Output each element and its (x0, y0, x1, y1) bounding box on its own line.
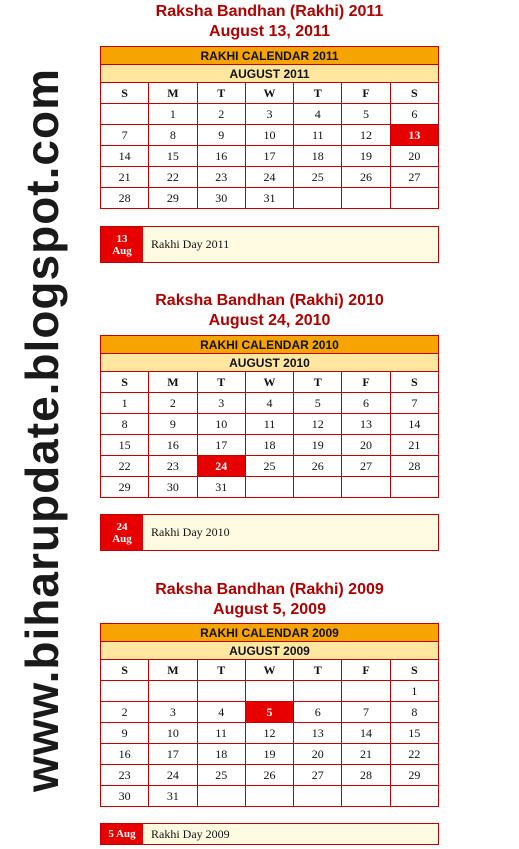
calendar-header: RAKHI CALENDAR 2010 (101, 336, 439, 354)
day-cell: 31 (149, 786, 197, 807)
week-row (101, 723, 439, 744)
day-cell: 23 (149, 456, 197, 477)
day-cell: 8 (101, 414, 149, 435)
day-cell: 15 (101, 435, 149, 456)
day-cell: 2 (149, 393, 197, 414)
calendar-block (100, 46, 439, 209)
day-cell: 23 (197, 167, 245, 188)
day-cell (390, 188, 438, 209)
day-cell: 6 (294, 702, 342, 723)
day-cell: 31 (245, 188, 293, 209)
day-cell: 5 (294, 393, 342, 414)
weekday-header: T (294, 83, 342, 104)
calendar-title-line2: August 5, 2009 (213, 601, 326, 618)
day-cell (342, 188, 390, 209)
calendar-header: RAKHI CALENDAR 2009 (101, 624, 439, 642)
event-name: Rakhi Day 2010 (151, 525, 230, 539)
day-cell: 29 (101, 477, 149, 498)
day-cell: 14 (390, 414, 438, 435)
weekday-header: T (294, 372, 342, 393)
day-cell (342, 681, 390, 702)
weekday-header: F (342, 372, 390, 393)
event-date-badge (101, 824, 143, 844)
day-cell: 26 (294, 456, 342, 477)
weekday-header: T (197, 372, 245, 393)
day-cell: 7 (101, 125, 149, 146)
day-cell: 25 (197, 765, 245, 786)
day-cell: 7 (390, 393, 438, 414)
day-cell (294, 786, 342, 807)
day-cell: 28 (390, 456, 438, 477)
day-cell: 21 (342, 744, 390, 765)
day-cell: 20 (294, 744, 342, 765)
week-row (101, 744, 439, 765)
day-cell: 24 (149, 765, 197, 786)
event-date-day: 5 Aug (108, 828, 136, 840)
day-cell: 31 (197, 477, 245, 498)
day-cell: 16 (101, 744, 149, 765)
event-date-day: 24 (116, 520, 128, 533)
week-row (101, 125, 439, 146)
day-cell (245, 477, 293, 498)
event-date-day: 13 (116, 232, 128, 245)
day-cell: 28 (342, 765, 390, 786)
day-cell: 20 (390, 146, 438, 167)
day-cell (342, 786, 390, 807)
day-cell: 1 (101, 393, 149, 414)
event-row-wrapper (100, 823, 439, 845)
day-cell: 11 (245, 414, 293, 435)
day-cell: 12 (294, 414, 342, 435)
calendar-title (100, 2, 439, 42)
weekday-header: M (149, 660, 197, 681)
event-date-month: Aug (112, 244, 132, 257)
day-cell: 9 (197, 125, 245, 146)
day-cell: 20 (342, 435, 390, 456)
event-name: Rakhi Day 2009 (151, 826, 230, 841)
day-cell: 29 (149, 188, 197, 209)
week-row (101, 393, 439, 414)
week-row (101, 477, 439, 498)
event-name: Rakhi Day 2011 (151, 237, 230, 251)
day-cell: 26 (342, 167, 390, 188)
day-cell: 1 (149, 104, 197, 125)
calendar-block (100, 335, 439, 498)
month-header: AUGUST 2011 (101, 65, 439, 83)
calendar-block (100, 623, 439, 807)
day-cell: 19 (294, 435, 342, 456)
day-cell: 21 (101, 167, 149, 188)
day-cell: 18 (294, 146, 342, 167)
calendar-title-line2: August 24, 2010 (208, 312, 331, 329)
weekday-header: S (390, 660, 438, 681)
day-cell: 7 (342, 702, 390, 723)
day-cell: 3 (149, 702, 197, 723)
day-cell: 11 (197, 723, 245, 744)
day-cell: 22 (149, 167, 197, 188)
calendar-title-line1: Raksha Bandhan (Rakhi) 2009 (155, 581, 384, 598)
highlighted-day-cell: 5 (245, 702, 293, 723)
week-row (101, 146, 439, 167)
weekday-header: T (294, 660, 342, 681)
day-cell: 2 (101, 702, 149, 723)
day-cell: 22 (390, 744, 438, 765)
day-cell: 3 (197, 393, 245, 414)
event-row (100, 226, 439, 263)
day-cell (294, 681, 342, 702)
day-cell: 27 (294, 765, 342, 786)
month-calendar-table (100, 623, 439, 807)
day-cell: 24 (245, 167, 293, 188)
calendar-title-line1: Raksha Bandhan (Rakhi) 2010 (155, 292, 384, 309)
day-cell: 16 (197, 146, 245, 167)
month-header: AUGUST 2009 (101, 642, 439, 660)
weekday-header: W (245, 372, 293, 393)
weekday-header: M (149, 372, 197, 393)
month-calendar-table (100, 335, 439, 498)
day-cell (294, 188, 342, 209)
week-row (101, 786, 439, 807)
event-row-wrapper (100, 514, 439, 551)
weekday-header: F (342, 660, 390, 681)
calendar-title (100, 291, 439, 331)
day-cell: 28 (101, 188, 149, 209)
day-cell: 12 (342, 125, 390, 146)
day-cell: 15 (149, 146, 197, 167)
week-row (101, 702, 439, 723)
day-cell: 8 (149, 125, 197, 146)
weekday-header: S (101, 660, 149, 681)
day-cell: 10 (149, 723, 197, 744)
week-row (101, 414, 439, 435)
day-cell: 14 (101, 146, 149, 167)
day-cell: 25 (245, 456, 293, 477)
day-cell: 1 (390, 681, 438, 702)
day-cell: 6 (342, 393, 390, 414)
week-row (101, 188, 439, 209)
day-cell: 27 (342, 456, 390, 477)
day-cell (101, 681, 149, 702)
weekday-header: S (101, 372, 149, 393)
day-cell: 3 (245, 104, 293, 125)
day-cell: 14 (342, 723, 390, 744)
day-cell: 19 (342, 146, 390, 167)
month-header: AUGUST 2010 (101, 354, 439, 372)
day-cell: 6 (390, 104, 438, 125)
day-cell (342, 477, 390, 498)
weekday-header: W (245, 83, 293, 104)
highlighted-day-cell: 24 (197, 456, 245, 477)
day-cell: 18 (245, 435, 293, 456)
day-cell: 10 (197, 414, 245, 435)
day-cell (390, 477, 438, 498)
calendar-title (100, 580, 439, 620)
day-cell: 2 (197, 104, 245, 125)
weekday-header: S (101, 83, 149, 104)
calendar-title-line2: August 13, 2011 (209, 23, 330, 40)
event-date-badge (101, 227, 143, 262)
day-cell: 16 (149, 435, 197, 456)
day-cell (245, 681, 293, 702)
day-cell: 29 (390, 765, 438, 786)
day-cell (101, 104, 149, 125)
day-cell: 23 (101, 765, 149, 786)
day-cell (197, 786, 245, 807)
day-cell (149, 681, 197, 702)
week-row (101, 435, 439, 456)
event-date-month: Aug (112, 532, 132, 545)
day-cell: 22 (101, 456, 149, 477)
week-row (101, 765, 439, 786)
week-row (101, 681, 439, 702)
event-row-wrapper (100, 226, 439, 263)
event-date-badge (101, 515, 143, 550)
day-cell: 30 (101, 786, 149, 807)
month-calendar-table (100, 46, 439, 209)
day-cell: 13 (294, 723, 342, 744)
week-row (101, 456, 439, 477)
weekday-header: T (197, 83, 245, 104)
day-cell (294, 477, 342, 498)
weekday-header: M (149, 83, 197, 104)
day-cell: 18 (197, 744, 245, 765)
event-row (100, 823, 439, 845)
day-cell: 27 (390, 167, 438, 188)
day-cell: 5 (342, 104, 390, 125)
day-cell: 15 (390, 723, 438, 744)
weekday-header: T (197, 660, 245, 681)
day-cell: 30 (149, 477, 197, 498)
week-row (101, 167, 439, 188)
day-cell: 19 (245, 744, 293, 765)
day-cell (197, 681, 245, 702)
day-cell: 13 (342, 414, 390, 435)
calendar-header: RAKHI CALENDAR 2011 (101, 47, 439, 65)
day-cell: 9 (149, 414, 197, 435)
event-row (100, 514, 439, 551)
weekday-header: W (245, 660, 293, 681)
day-cell: 4 (245, 393, 293, 414)
day-cell: 17 (149, 744, 197, 765)
weekday-header: S (390, 372, 438, 393)
day-cell: 9 (101, 723, 149, 744)
calendar-title-line1: Raksha Bandhan (Rakhi) 2011 (155, 3, 384, 20)
day-cell: 11 (294, 125, 342, 146)
day-cell (245, 786, 293, 807)
day-cell: 12 (245, 723, 293, 744)
day-cell: 8 (390, 702, 438, 723)
day-cell: 25 (294, 167, 342, 188)
day-cell: 30 (197, 188, 245, 209)
highlighted-day-cell: 13 (390, 125, 438, 146)
day-cell (390, 786, 438, 807)
day-cell: 4 (294, 104, 342, 125)
day-cell: 17 (245, 146, 293, 167)
day-cell: 10 (245, 125, 293, 146)
week-row (101, 104, 439, 125)
day-cell: 17 (197, 435, 245, 456)
day-cell: 21 (390, 435, 438, 456)
weekday-header: S (390, 83, 438, 104)
day-cell: 4 (197, 702, 245, 723)
blog-url-watermark: www.biharupdate.blogspot.com (16, 68, 68, 792)
weekday-header: F (342, 83, 390, 104)
day-cell: 26 (245, 765, 293, 786)
